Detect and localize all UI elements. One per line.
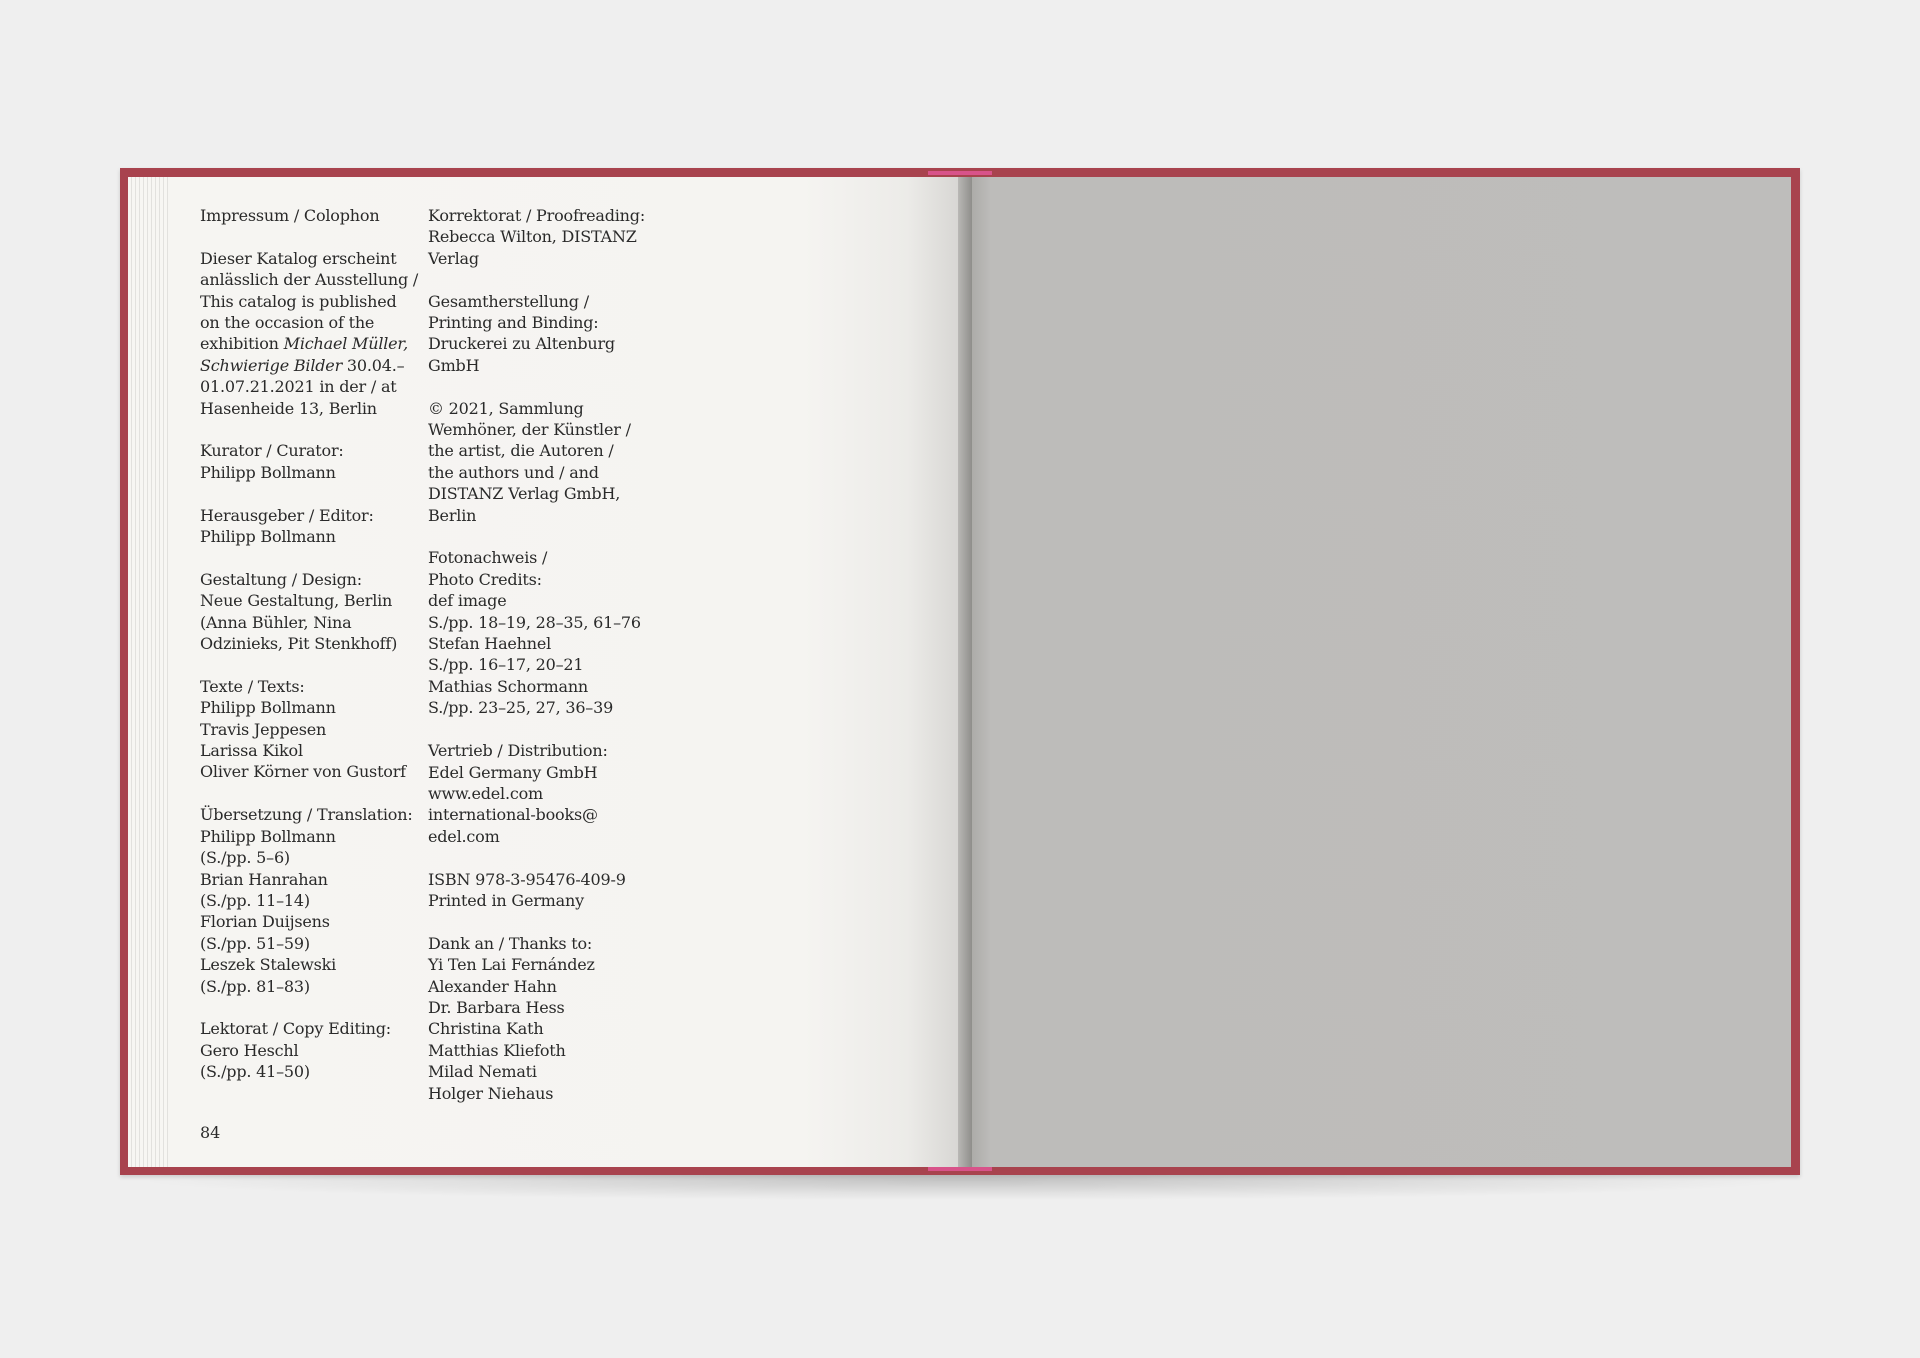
colophon-line: Oliver Körner von Gustorf	[200, 762, 406, 782]
colophon-line: Alexander Hahn	[428, 976, 557, 996]
col2-block-1	[428, 291, 658, 377]
colophon-line: This catalog is published	[200, 291, 397, 311]
colophon-line: Edel Germany GmbH	[428, 762, 598, 782]
colophon-line: Larissa Kikol	[200, 741, 303, 761]
colophon-column-left	[200, 205, 420, 1104]
colophon-line: Dr. Barbara Hess	[428, 997, 565, 1017]
col1-block-2	[200, 440, 420, 483]
colophon-line: © 2021, Sammlung	[428, 398, 584, 418]
colophon-line: (S./pp. 5–6)	[200, 848, 290, 868]
colophon-line: Yi Ten Lai Fernández	[428, 955, 595, 975]
colophon-line: Philipp Bollmann	[200, 826, 336, 846]
colophon-column-right	[428, 205, 658, 1125]
colophon-line: DISTANZ Verlag GmbH,	[428, 484, 621, 504]
colophon-line: anlässlich der Ausstellung /	[200, 270, 419, 290]
colophon-line: (S./pp. 51–59)	[200, 933, 310, 953]
headband-bottom	[928, 1167, 992, 1171]
colophon-line: Neue Gestaltung, Berlin	[200, 591, 393, 611]
colophon-line: Schwierige Bilder 30.04.–	[200, 355, 405, 375]
colophon-line: Herausgeber / Editor:	[200, 505, 374, 525]
colophon-line: Korrektorat / Proofreading:	[428, 206, 646, 225]
colophon-line: Fotonachweis /	[428, 548, 548, 568]
col1-block-4	[200, 569, 420, 655]
colophon-line: Rebecca Wilton, DISTANZ	[428, 227, 637, 247]
colophon-line: www.edel.com	[428, 783, 544, 803]
colophon-line: Christina Kath	[428, 1019, 544, 1039]
colophon-line: (S./pp. 41–50)	[200, 1062, 310, 1082]
col2-block-6	[428, 933, 658, 1104]
headband-top	[928, 171, 992, 175]
colophon-line: Dieser Katalog erscheint	[200, 248, 397, 268]
colophon-line: Leszek Stalewski	[200, 955, 337, 975]
colophon-line: the authors und / and	[428, 462, 599, 482]
colophon-line: on the occasion of the	[200, 313, 375, 333]
col1-block-7	[200, 1018, 420, 1082]
colophon-line: S./pp. 23–25, 27, 36–39	[428, 698, 614, 718]
colophon-line: (S./pp. 81–83)	[200, 976, 310, 996]
colophon-line: Gestaltung / Design:	[200, 569, 362, 589]
right-page-blank	[966, 177, 1791, 1167]
colophon-line: Wemhöner, der Künstler /	[428, 420, 631, 440]
colophon-line: Travis Jeppesen	[200, 719, 327, 739]
colophon-line: Übersetzung / Translation:	[200, 805, 413, 825]
page-edges	[128, 177, 170, 1167]
colophon-line: Lektorat / Copy Editing:	[200, 1019, 391, 1039]
colophon-line: Photo Credits:	[428, 569, 542, 589]
colophon-line: Odzinieks, Pit Stenkhoff)	[200, 634, 398, 654]
colophon-line: S./pp. 16–17, 20–21	[428, 655, 584, 675]
colophon-line: Printing and Binding:	[428, 313, 599, 333]
colophon-line: Stefan Haehnel	[428, 634, 552, 654]
col2-block-4	[428, 740, 658, 847]
colophon-line: def image	[428, 591, 507, 611]
col1-block-3	[200, 505, 420, 548]
book-gutter	[958, 177, 972, 1167]
colophon-line: Philipp Bollmann	[200, 698, 336, 718]
colophon-line: Gesamtherstellung /	[428, 291, 589, 311]
colophon-line: the artist, die Autoren /	[428, 441, 614, 461]
colophon-line: Milad Nemati	[428, 1062, 537, 1082]
colophon-line: Florian Duijsens	[200, 912, 330, 932]
col1-block-5	[200, 676, 420, 783]
colophon-line: Texte / Texts:	[200, 676, 305, 696]
colophon-line: (Anna Bühler, Nina	[200, 612, 352, 632]
col2-block-5	[428, 869, 658, 912]
page-number: 84	[200, 1123, 221, 1142]
col1-block-6	[200, 804, 420, 997]
colophon-line: (S./pp. 11–14)	[200, 890, 310, 910]
col1-block-1	[200, 248, 420, 419]
col2-block-3	[428, 547, 658, 718]
col2-block-2	[428, 398, 658, 526]
colophon-line: international-books@	[428, 805, 598, 825]
colophon-line: 01.07.21.2021 in der / at	[200, 377, 397, 397]
colophon-line: Matthias Kliefoth	[428, 1040, 566, 1060]
colophon-line: Holger Niehaus	[428, 1083, 554, 1103]
colophon-line: ISBN 978-3-95476-409-9	[428, 869, 626, 889]
colophon-line: Brian Hanrahan	[200, 869, 328, 889]
colophon-line: Hasenheide 13, Berlin	[200, 398, 377, 418]
colophon-line: Druckerei zu Altenburg	[428, 334, 615, 354]
colophon-line: Kurator / Curator:	[200, 441, 344, 461]
colophon-line: Printed in Germany	[428, 890, 584, 910]
col1-block-0	[200, 205, 420, 226]
colophon-line: exhibition Michael Müller,	[200, 334, 409, 354]
exhibition-title-name: Schwierige Bilder	[200, 355, 343, 375]
colophon-line: GmbH	[428, 355, 480, 375]
colophon-line: Verlag	[428, 248, 479, 268]
colophon-line: Berlin	[428, 505, 477, 525]
colophon-line: Mathias Schormann	[428, 676, 589, 696]
colophon-line: Impressum / Colophon	[200, 206, 380, 225]
exhibition-title-artist: Michael Müller,	[283, 334, 409, 354]
colophon-line: edel.com	[428, 826, 500, 846]
colophon-line: Vertrieb / Distribution:	[428, 741, 608, 761]
colophon-line: S./pp. 18–19, 28–35, 61–76	[428, 612, 641, 632]
colophon-line: Dank an / Thanks to:	[428, 933, 593, 953]
colophon-line: Philipp Bollmann	[200, 462, 336, 482]
colophon-line: Philipp Bollmann	[200, 527, 336, 547]
colophon-line: Gero Heschl	[200, 1040, 299, 1060]
col2-block-0	[428, 205, 658, 269]
